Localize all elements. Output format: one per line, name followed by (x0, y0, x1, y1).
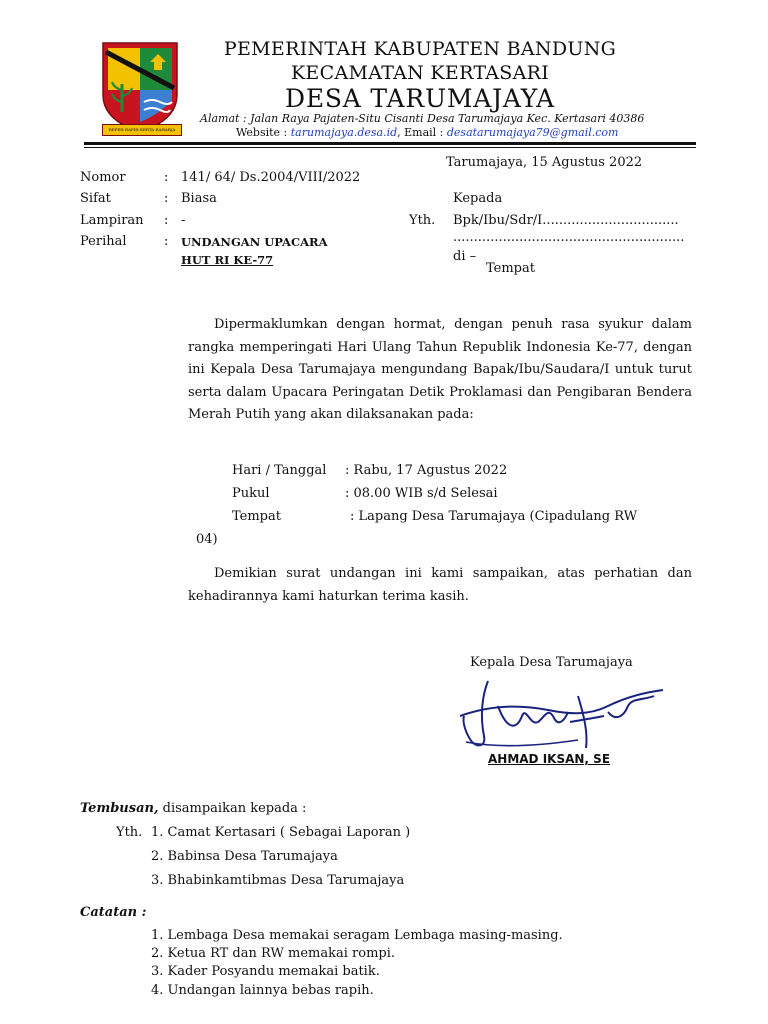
logo-motto-ribbon (102, 124, 182, 136)
letterhead-village: DESA TARUMAJAYA (284, 84, 555, 113)
letterhead-line-1: PEMERINTAH KABUPATEN BANDUNG (223, 38, 617, 60)
catatan-item: 3. Kader Posyandu memakai batik. (151, 964, 380, 979)
letterhead-rule-thin (84, 147, 696, 148)
meta-colon: : (164, 191, 169, 206)
letterhead-rule-thick (84, 142, 696, 145)
recipient-kepada: Kepada (453, 191, 503, 206)
signatory-name: AHMAD IKSAN, SE (488, 752, 611, 766)
meta-label-perihal: Perihal (80, 234, 127, 249)
tembusan-item: 1. Camat Kertasari ( Sebagai Laporan ) (151, 825, 411, 840)
meta-label-lampiran: Lampiran (80, 213, 144, 228)
email-link[interactable]: desatarumajaya79@gmail.com (446, 126, 619, 139)
detail-value-pukul: : 08.00 WIB s/d Selesai (345, 486, 498, 501)
email-label: , Email : (397, 126, 447, 139)
detail-label-tempat: Tempat (232, 509, 281, 524)
catatan-label: Catatan : (80, 905, 147, 920)
catatan-item: 4. Undangan lainnya bebas rapih. (151, 983, 374, 998)
recipient-yth: Yth. (409, 213, 436, 228)
detail-label-hari: Hari / Tanggal (232, 463, 327, 478)
meta-colon: : (164, 213, 169, 228)
body-paragraph (188, 314, 692, 427)
recipient-line-1: Bpk/Ibu/Sdr/I................................. (453, 213, 679, 228)
meta-value-sifat: Biasa (181, 191, 217, 206)
recipient-di: di – (453, 249, 477, 264)
logo-motto: REPEH RAPIH KERTA RAHARJA (108, 127, 176, 132)
letterhead-contact (236, 126, 618, 139)
detail-value-tempat-wrap: 04) (196, 532, 218, 547)
meta-label-sifat: Sifat (80, 191, 111, 206)
recipient-tempat: Tempat (486, 261, 535, 276)
closing-paragraph (188, 562, 692, 608)
tembusan-item: 2. Babinsa Desa Tarumajaya (151, 849, 338, 864)
closing-text: Demikian surat undangan ini kami sampaikan, atas perhatian dan kehadirannya kami haturkan terima kasih. (188, 566, 692, 604)
website-link[interactable]: tarumajaya.desa.id (290, 126, 398, 139)
letterhead-line-2: KECAMATAN KERTASARI (290, 62, 550, 84)
tembusan-intro: disampaikan kepada : (158, 801, 307, 816)
meta-value-nomor: 141/ 64/ Ds.2004/VIII/2022 (181, 170, 361, 185)
meta-value-perihal-2: HUT RI KE-77 (181, 253, 274, 267)
catatan-item: 2. Ketua RT dan RW memakai rompi. (151, 946, 396, 961)
recipient-line-2: ........................................................ (453, 230, 685, 245)
letterhead-address: Alamat : Jalan Raya Pajaten-Situ Cisanti Desa Tarumajaya Kec. Kertasari 40386 (200, 112, 645, 125)
meta-value-lampiran: - (181, 213, 186, 228)
meta-label-nomor: Nomor (80, 170, 126, 185)
meta-colon: : (164, 170, 169, 185)
tembusan-label: Tembusan, (80, 801, 159, 816)
tembusan-heading (80, 801, 306, 816)
signatory-title: Kepala Desa Tarumajaya (470, 655, 633, 670)
catatan-item: 1. Lembaga Desa memakai seragam Lembaga masing-masing. (151, 928, 563, 943)
detail-value-tempat: : Lapang Desa Tarumajaya (Cipadulang RW (350, 509, 638, 524)
tembusan-item: 3. Bhabinkamtibmas Desa Tarumajaya (151, 873, 405, 888)
handwritten-signature (458, 676, 668, 758)
body-paragraph-text: Dipermaklumkan dengan hormat, dengan penuh rasa syukur dalam rangka memperingati Hari Ulang Tahun Republik Indonesia Ke-77, dengan ini Kepala Desa Tarumajaya mengundang Bapak/Ibu/Saudara/I untuk turut serta dalam Upacara Peringatan Detik Proklamasi dan Pengibaran Bendera Merah Putih yang akan dilaksanakan pada: (188, 317, 692, 422)
website-label: Website : (236, 126, 291, 139)
meta-value-perihal: UNDANGAN UPACARA (181, 235, 328, 249)
meta-colon: : (164, 234, 169, 249)
detail-label-pukul: Pukul (232, 486, 270, 501)
tembusan-yth: Yth. (116, 825, 143, 840)
detail-value-hari: : Rabu, 17 Agustus 2022 (345, 463, 508, 478)
place-date: Tarumajaya, 15 Agustus 2022 (446, 155, 643, 170)
